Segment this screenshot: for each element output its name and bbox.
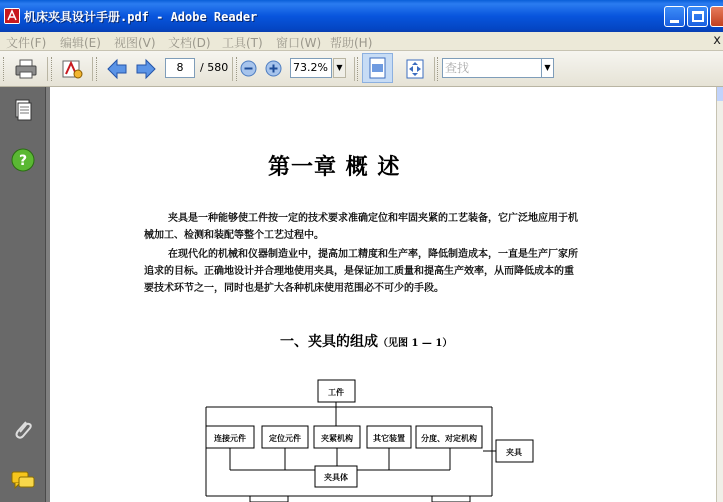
search-dropdown-arrow[interactable]: ▼ (542, 58, 554, 78)
chapter-heading: 第一章 概 述 (268, 154, 401, 180)
page-total-label: / 580 (200, 61, 229, 74)
section-heading-note: （见图 1 — 1） (378, 338, 453, 349)
search-input[interactable]: 查找 (442, 58, 542, 78)
diagram-label-locate: 定位元件 (269, 434, 301, 443)
section-heading-text: 一、夹具的组成 (280, 334, 378, 350)
svg-text:?: ? (18, 153, 28, 169)
diagram-label-workpiece: 工件 (328, 388, 344, 397)
diagram-label-body: 夹具体 (324, 473, 348, 482)
page-number-input[interactable]: 8 (165, 58, 195, 78)
menu-view[interactable]: 视图(V) (114, 36, 156, 50)
diagram-label-index: 分度、对定机构 (421, 434, 477, 443)
window-title: 机床夹具设计手册.pdf - Adobe Reader (24, 10, 258, 24)
diagram-label-fixture: 夹具 (506, 448, 522, 457)
menu-file[interactable]: 文件(F) (6, 36, 47, 50)
menu-tools[interactable]: 工具(T) (222, 36, 263, 50)
zoom-level-input[interactable]: 73.2% (290, 58, 332, 78)
menu-edit[interactable]: 编辑(E) (60, 36, 101, 50)
diagram-label-clamp: 夹紧机构 (321, 434, 353, 443)
paragraph-2: 在现代化的机械和仪器制造业中，提高加工精度和生产率，降低制造成本，一直是生产厂家所追求的目标。正确地设计并合理地使用夹具，是保证加工质量和提高生产效率，从而降低成本的重要技术环节之一，同时也是扩大各种机床使用范围必不可少的手段。 (144, 249, 578, 294)
menu-document[interactable]: 文档(D) (168, 36, 211, 50)
menu-help[interactable]: 帮助(H) (330, 36, 373, 50)
diagram-label-connect: 连接元件 (214, 434, 246, 443)
paragraph-1: 夹具是一种能够使工件按一定的技术要求准确定位和牢固夹紧的工艺装备，它广泛地应用于机械加工、检测和装配等整个工艺过程中。 (144, 213, 578, 241)
zoom-dropdown-arrow[interactable]: ▼ (333, 58, 346, 78)
diagram-label-other: 其它装置 (373, 434, 405, 443)
menu-close-document[interactable]: x (713, 33, 721, 48)
menu-window[interactable]: 窗口(W) (276, 36, 322, 50)
